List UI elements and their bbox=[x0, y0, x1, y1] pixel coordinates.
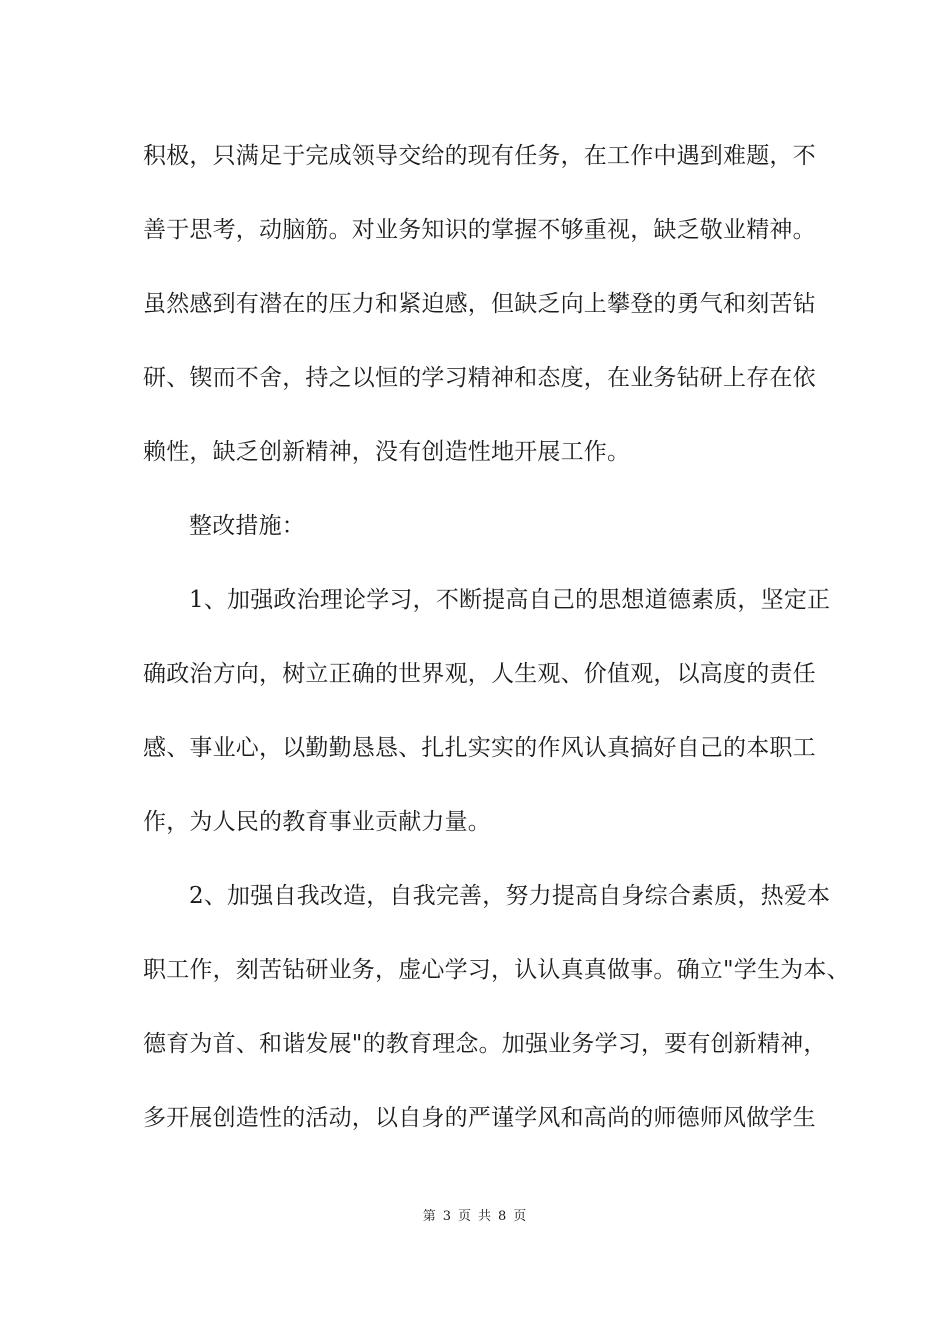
footer-label-di: 第 bbox=[422, 1209, 437, 1224]
section-heading: 整改措施： bbox=[189, 513, 305, 539]
paragraph-line: 1、加强政治理论学习，不断提高自己的思想道德素质，坚定正 bbox=[189, 587, 831, 613]
current-page-number: 3 bbox=[442, 1209, 452, 1224]
paragraph-line: 多开展创造性的活动，以自身的严谨学风和高尚的师德师风做学生 bbox=[143, 1105, 816, 1131]
footer-label-ye: 页 bbox=[457, 1209, 472, 1224]
page-footer bbox=[0, 1208, 950, 1226]
footer-label-ye2: 页 bbox=[513, 1209, 528, 1224]
paragraph-line: 积极，只满足于完成领导交给的现有任务，在工作中遇到难题，不 bbox=[143, 143, 816, 169]
paragraph-line: 确政治方向，树立正确的世界观，人生观、价值观，以高度的责任 bbox=[143, 661, 816, 687]
paragraph-line: 虽然感到有潜在的压力和紧迫感，但缺乏向上攀登的勇气和刻苦钻 bbox=[143, 291, 816, 317]
total-pages-number: 8 bbox=[498, 1209, 508, 1224]
paragraph-line: 赖性，缺乏创新精神，没有创造性地开展工作。 bbox=[143, 439, 631, 465]
paragraph-line: 善于思考，动脑筋。对业务知识的掌握不够重视，缺乏敬业精神。 bbox=[143, 217, 816, 243]
paragraph-line: 德育为首、和谐发展"的教育理念。加强业务学习，要有创新精神， bbox=[143, 1031, 827, 1057]
paragraph-line: 作，为人民的教育事业贡献力量。 bbox=[143, 809, 491, 835]
paragraph-line: 职工作，刻苦钻研业务，虚心学习，认认真真做事。确立"学生为本、 bbox=[143, 957, 850, 983]
footer-label-gong: 共 bbox=[478, 1209, 493, 1224]
paragraph-line: 2、加强自我改造，自我完善，努力提高自身综合素质，热爱本 bbox=[189, 883, 831, 909]
paragraph-line: 研、锲而不舍，持之以恒的学习精神和态度，在业务钻研上存在依 bbox=[143, 365, 816, 391]
paragraph-line: 感、事业心，以勤勤恳恳、扎扎实实的作风认真搞好自己的本职工 bbox=[143, 735, 816, 761]
